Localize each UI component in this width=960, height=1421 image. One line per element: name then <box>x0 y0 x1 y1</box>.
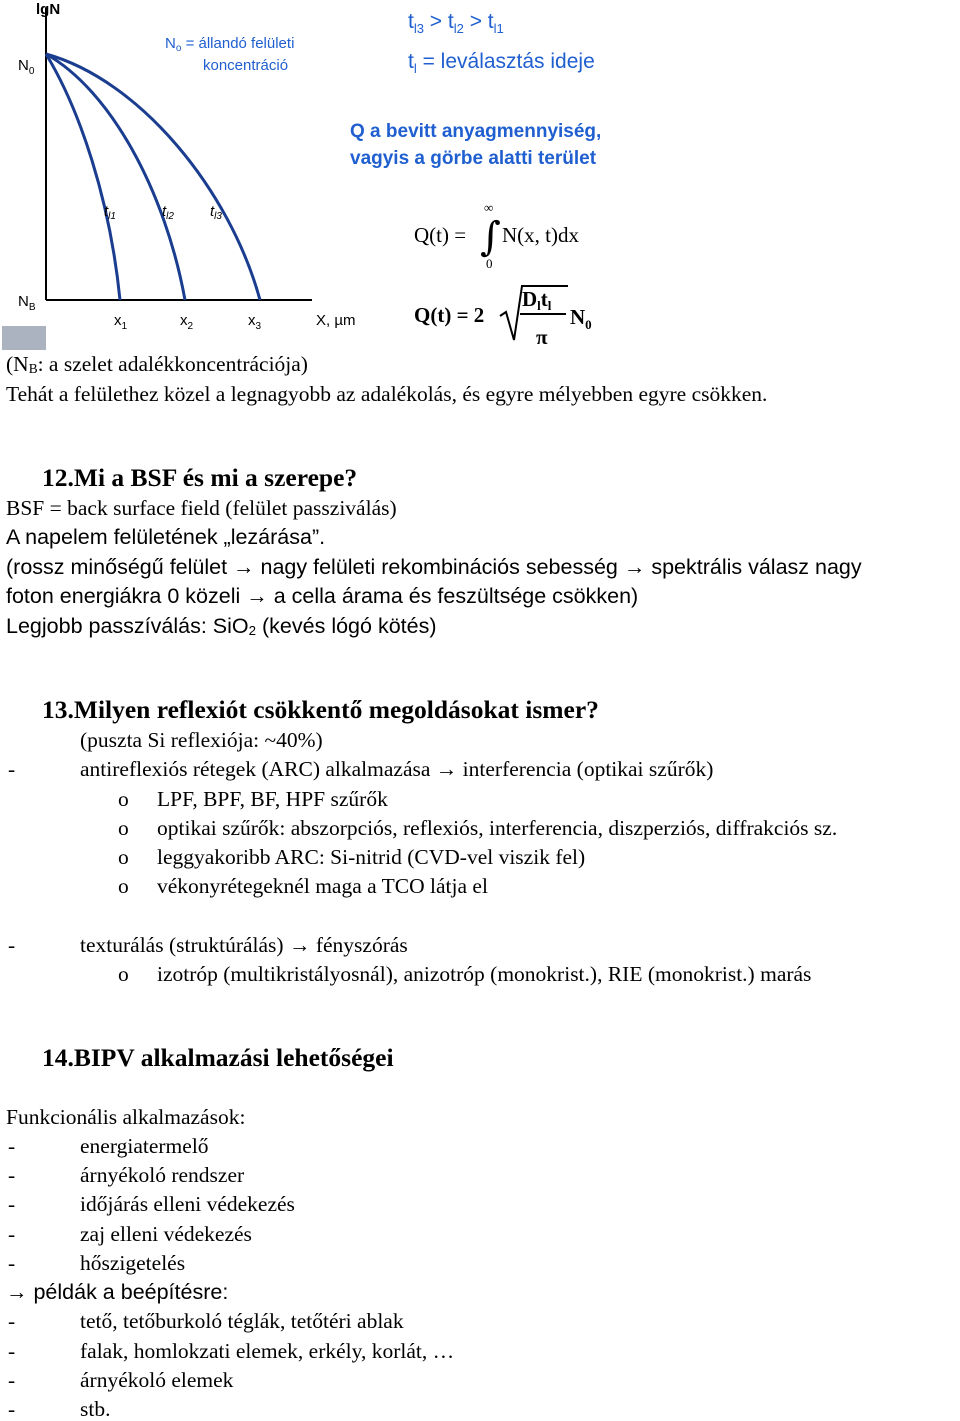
q12-heading: 12.Mi a BSF és mi a szerepe? <box>42 463 358 492</box>
formula2-n0: $N_0$ <box>570 305 592 332</box>
tl-definition: $t_l$ = leválasztás ideje <box>408 50 595 76</box>
circle-bullet: o <box>118 962 129 986</box>
formula1-integrand: N(x, t)dx <box>502 223 579 247</box>
arrow-icon: → <box>233 555 255 579</box>
dash-bullet: - <box>8 1339 16 1363</box>
no-definition: $N_o$ = állandó felületi <box>165 35 295 54</box>
arrow-icon: → <box>6 1280 28 1304</box>
dash-bullet: - <box>8 1368 16 1392</box>
y-axis-label: lgN <box>36 1 61 18</box>
n0-label: $N_0$ <box>18 57 35 77</box>
x-axis-label: X, µm <box>316 312 356 329</box>
examples-title: → példák a beépítésre: <box>6 1280 229 1304</box>
curve-tl3 <box>46 54 260 300</box>
summary-line: Tehát a felülethez közel a legnagyobb az adalékolás, és egyre mélyebben egyre csökken. <box>6 382 768 406</box>
image-fragment <box>2 326 46 350</box>
curve-label-tl2: $t_{l2}$ <box>162 203 174 222</box>
arrow-icon: → <box>623 555 646 579</box>
circle-bullet: o <box>118 845 129 869</box>
formula2-numerator: Dltl <box>522 287 552 313</box>
formula2-denominator: π <box>536 325 548 349</box>
bsf-effect-line1: (rossz minőségű felület → nagy felületi rekombinációs sebesség → spektrális válasz nagy <box>6 555 862 579</box>
dash-bullet: - <box>8 1251 16 1275</box>
dash-bullet: - <box>8 1163 16 1187</box>
bsf-effect-line2: foton energiákra 0 közeli → a cella árama és feszültsége csökken) <box>6 584 639 608</box>
circle-bullet: o <box>118 874 129 898</box>
t-order: $t_{l3} > t_{l2} > t_{l1}$ <box>408 10 504 36</box>
dash-bullet: - <box>8 1222 16 1246</box>
dash-bullet: - <box>8 1397 16 1421</box>
bsf-close: A napelem felületének „lezárása”. <box>6 525 326 549</box>
q-definition-line1: Q a bevitt anyagmennyiség, <box>350 121 602 142</box>
curve-label-tl1: $t_{l1}$ <box>104 203 116 222</box>
q13-heading: 13.Milyen reflexiót csökkentő megoldásokat ismer? <box>42 695 599 724</box>
formula1-upper: ∞ <box>484 200 494 215</box>
formula2-lhs: Q(t) = 2 <box>414 303 485 327</box>
formula1-lower: 0 <box>486 256 493 271</box>
integral-sign: ∫ <box>480 214 501 260</box>
circle-bullet: o <box>118 787 129 811</box>
dash-bullet: - <box>8 1309 16 1333</box>
arrow-icon: → <box>246 584 268 608</box>
x-tick-x2: $x_2$ <box>180 312 194 332</box>
q-definition-line2: vagyis a görbe alatti terület <box>350 148 597 169</box>
curve-label-tl3: $t_{l3}$ <box>210 203 222 222</box>
dash-bullet: - <box>8 757 16 781</box>
dash-bullet: - <box>8 1192 16 1216</box>
x-tick-x1: $x_1$ <box>114 312 128 332</box>
circle-bullet: o <box>118 816 129 840</box>
best-passivation: Legjobb passzíválás: SiO$_2$ (kevés lógó kötés) <box>6 614 437 638</box>
si-reflectance: (puszta Si reflexiója: ~40%) <box>80 728 323 752</box>
bsf-definition: BSF = back surface field (felület passziválás) <box>6 496 397 520</box>
no-definition-line2: koncentráció <box>203 57 289 74</box>
q14-heading: 14.BIPV alkalmazási lehetőségei <box>42 1043 394 1072</box>
dash-bullet: - <box>8 1134 16 1158</box>
arrow-icon: → <box>288 933 311 957</box>
curve-tl1 <box>46 54 120 300</box>
x-tick-x3: $x_3$ <box>248 312 262 332</box>
diffusion-figure <box>0 0 960 350</box>
nb-label: $N_B$ <box>18 293 36 313</box>
arrow-icon: → <box>435 757 458 781</box>
functional-title: Funkcionális alkalmazások: <box>6 1105 246 1129</box>
formula1-lhs: Q(t) = <box>414 223 467 247</box>
dash-bullet: - <box>8 933 16 957</box>
nb-note: ($N_B$: a szelet adalékkoncentrációja) <box>6 352 308 376</box>
